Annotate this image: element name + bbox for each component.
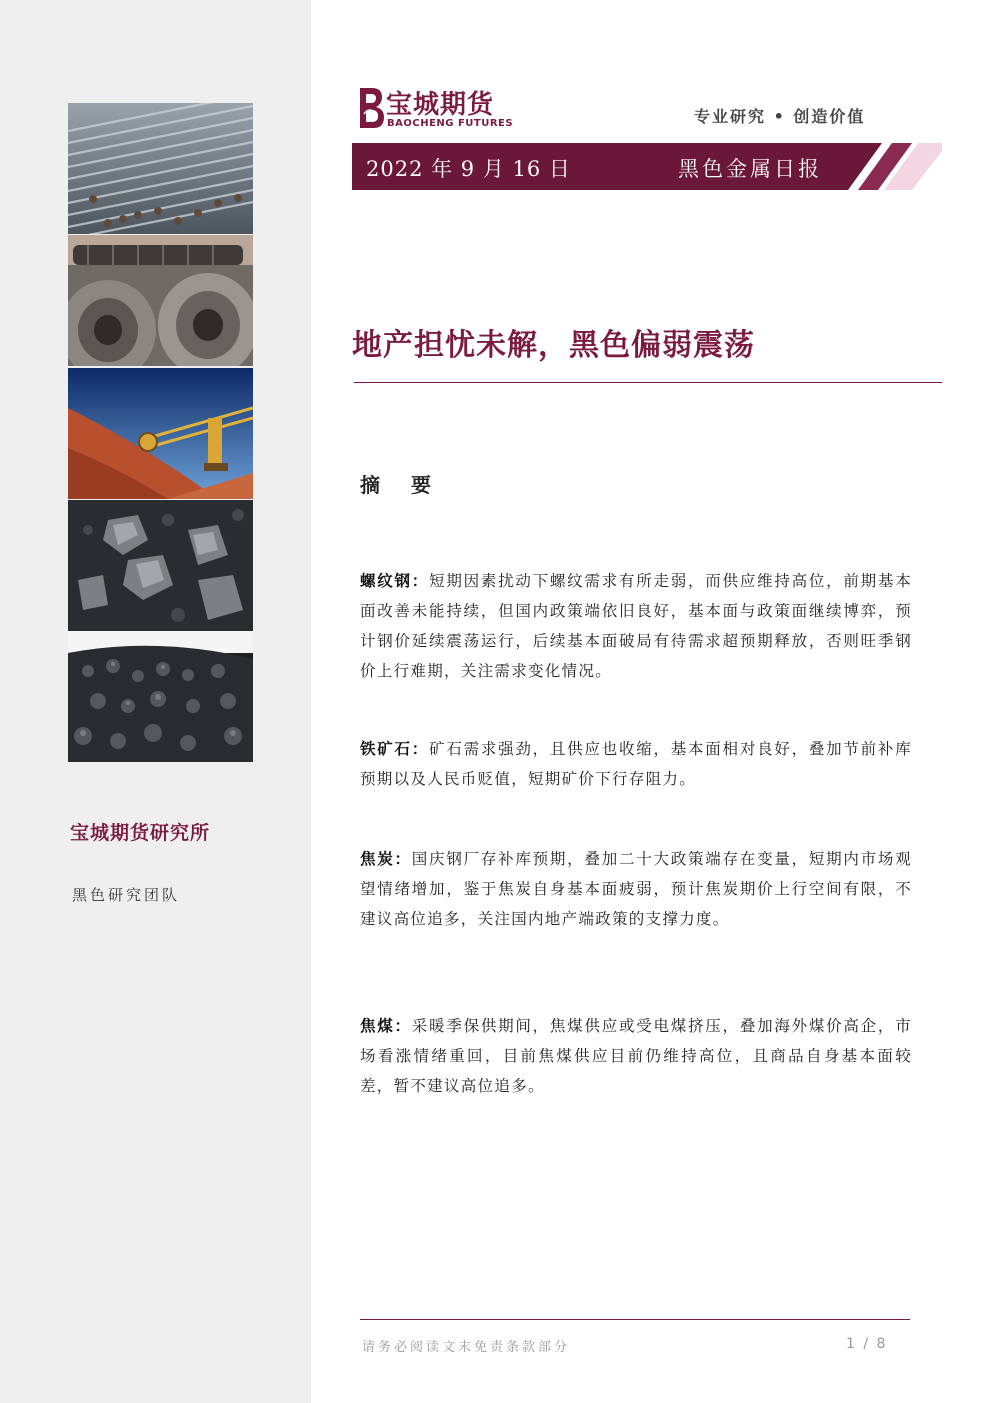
logo-chinese-name: 宝城期货 (386, 90, 495, 120)
summary-term: 焦炭： (360, 850, 412, 868)
page-number: 1 / 8 (846, 1336, 888, 1352)
summary-term: 焦煤： (360, 1017, 412, 1035)
research-team-name: 黑色研究团队 (72, 886, 181, 904)
summary-term: 螺纹钢： (360, 572, 430, 590)
logo-b-mark-icon (356, 84, 386, 132)
summary-text: 矿石需求强劲，且供应也收缩，基本面相对良好，叠加节前补库预期以及人民币贬值，短期矿价下行存阻力。 (360, 740, 912, 788)
summary-item-coke (360, 844, 912, 934)
coal-photo (68, 500, 253, 631)
report-date: 2022 年 9 月 16 日 (366, 157, 571, 181)
disclaimer-note: 请务必阅读文末免责条款部分 (362, 1340, 571, 1355)
summary-text: 采暖季保供期间，焦煤供应或受电煤挤压，叠加海外煤价高企，市场看涨情绪重回，目前焦煤供应目前仍维持高位，且商品自身基本面较差，暂不建议高位追多。 (360, 1017, 912, 1095)
sidebar (0, 0, 311, 1403)
summary-item-coking-coal (360, 1011, 912, 1101)
summary-text: 国庆钢厂存补库预期，叠加二十大政策端存在变量，短期内市场观望情绪增加，鉴于焦炭自身基本面疲弱，预计焦炭期价上行空间有限，不建议高位追多，关注国内地产端政策的支撑力度。 (360, 850, 912, 928)
steel-coil-photo (68, 235, 253, 366)
summary-heading: 摘 要 (360, 473, 443, 497)
report-type: 黑色金属日报 (678, 157, 822, 181)
rebar-photo (68, 103, 253, 234)
summary-term: 铁矿石： (360, 740, 430, 758)
footer-divider (360, 1319, 910, 1320)
logo-english-name: BAOCHENG FUTURES (387, 118, 514, 129)
summary-item-iron-ore (360, 734, 912, 794)
document-title: 地产担忧未解，黑色偏弱震荡 (352, 328, 755, 363)
company-logo (356, 84, 526, 134)
slogan: 专业研究 • 创造价值 (694, 107, 866, 126)
iron-ore-stacker-photo (68, 368, 253, 499)
coke-photo (68, 631, 253, 762)
research-institute-name: 宝城期货研究所 (70, 822, 211, 844)
title-divider (354, 382, 942, 383)
summary-text: 短期因素扰动下螺纹需求有所走弱，而供应维持高位，前期基本面改善未能持续，但国内政策端依旧良好，基本面与政策面继续博弈，预计钢价延续震荡运行，后续基本面破局有待需求超预期释放，否则旺季钢价上行难期，关注需求变化情况。 (360, 572, 912, 680)
summary-item-rebar (360, 566, 912, 686)
report-banner (352, 143, 942, 190)
